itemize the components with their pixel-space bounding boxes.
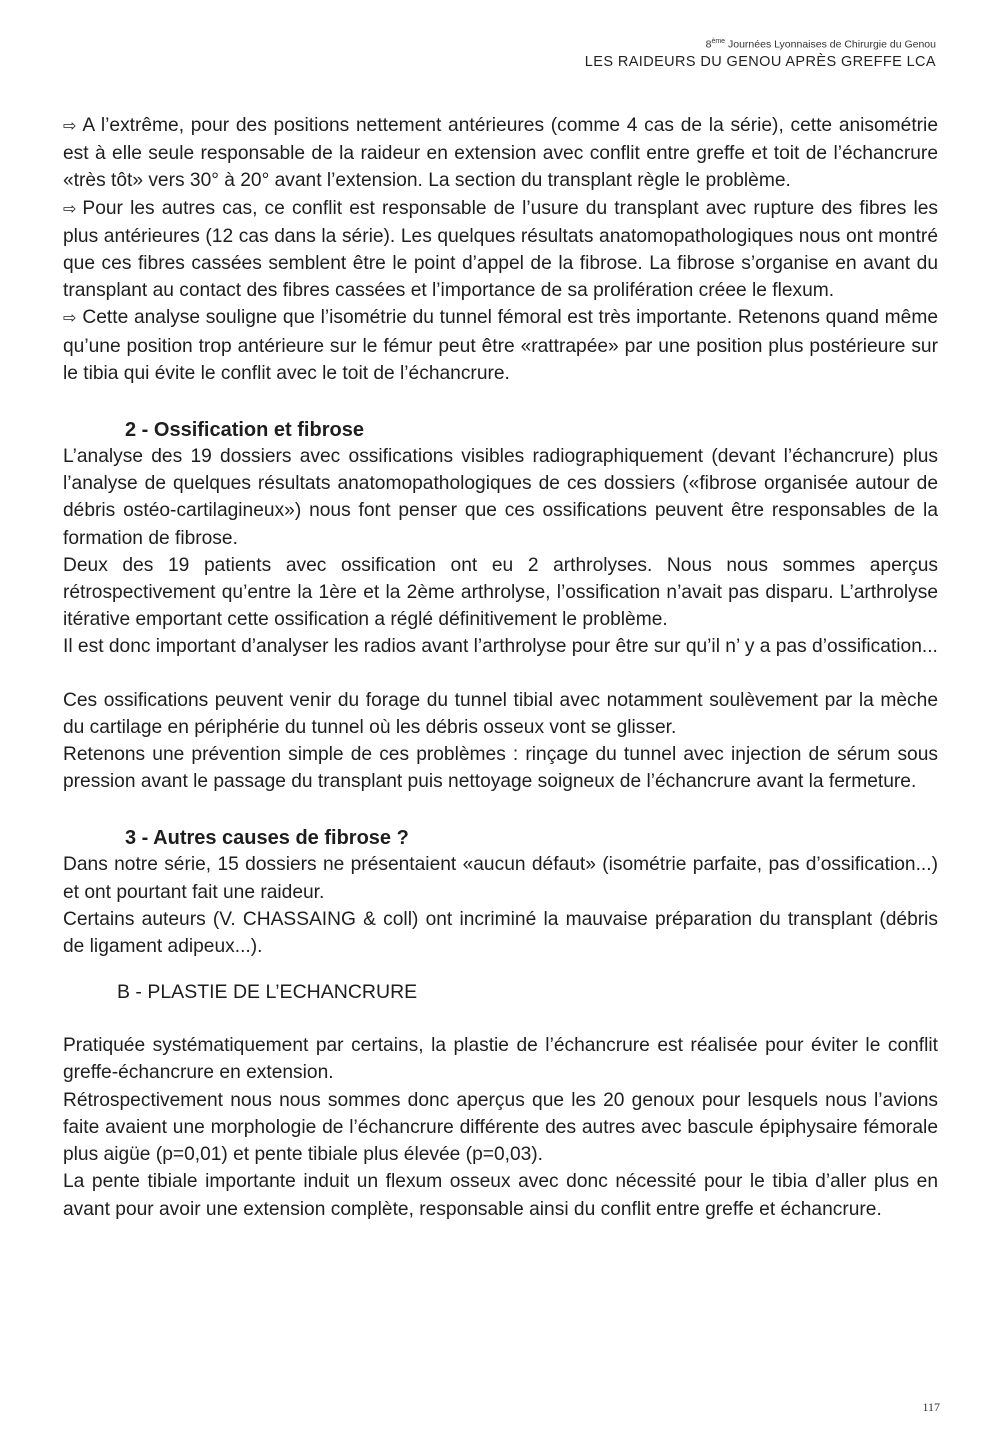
paragraph: Il est donc important d’analyser les radios avant l’arthrolyse pour être sur qu’il n’ y a pas d’ossification... — [63, 636, 938, 658]
paragraph: Ces ossifications peuvent venir du forage du tunnel tibial avec notamment soulèvement par la mèche du cartilage en périphérie du tunnel où les débris osseux vont se glisser. — [63, 689, 938, 738]
conference-name: Journées Lyonnaises de Chirurgie du Genou — [725, 38, 936, 51]
body-text — [63, 112, 938, 1223]
section-heading: B - PLASTIE DE L’ECHANCRURE — [117, 981, 418, 1004]
paragraph: Dans notre série, 15 dossiers ne présentaient «aucun défaut» (isométrie parfaite, pas d’ossification...) et ont pourtant fait une raideur. — [63, 854, 938, 903]
arrow-right-icon: ⇨ — [63, 200, 77, 218]
chapter-title: LES RAIDEURS DU GENOU APRÈS GREFFE LCA — [584, 53, 936, 70]
paragraph: Pratiquée systématiquement par certains, la plastie de l’échancrure est réalisée pour éviter le conflit greffe-échancrure en extension. — [63, 1035, 938, 1084]
edition-number: 8 — [705, 38, 712, 51]
paragraph: Rétrospectivement nous nous sommes donc aperçus que les 20 genoux pour lesquels nous l’avions faite avaient une morphologie de l’échancrure différente des autres avec bascule épiphysaire fémorale plus aigüe (p=0,01) et pente tibiale plus élevée (p=0,03). — [63, 1089, 938, 1166]
section-heading: 3 - Autres causes de fibrose ? — [125, 827, 409, 850]
paragraph: ⇨ Cette analyse souligne que l’isométrie du tunnel fémoral est très importante. Retenons quand même qu’une position trop antérieure sur le fémur peut être «rattrapée» par une position plus postérieure sur le tibia qui évite le conflit avec le toit de l’échancrure. — [63, 307, 938, 384]
paragraph: La pente tibiale importante induit un flexum osseux avec donc nécessité pour le tibia d’aller plus en avant pour avoir une extension complète, responsable ainsi du conflit entre greffe et échancrure. — [63, 1171, 938, 1220]
paragraph: ⇨ Pour les autres cas, ce conflit est responsable de l’usure du transplant avec rupture des fibres les plus antérieures (12 cas dans la série). Les quelques résultats anatomopathologiques nous ont montré que ces fibres cassées semblent être le point d’appel de la fibrose. La fibrose s’organise en avant du transplant au contact des fibres cassées et l’importance de sa prolifération créee le flexum. — [63, 197, 938, 302]
arrow-right-icon: ⇨ — [63, 310, 77, 328]
paragraph: Deux des 19 patients avec ossification ont eu 2 arthrolyses. Nous nous sommes aperçus rétrospectivement qu’entre la 1ère et la 2ème arthrolyse, l’ossification n’avait pas disparu. L’arthrolyse itérative emportant cette ossification a réglé définitivement le problème. — [63, 554, 938, 631]
page-number: 117 — [922, 1400, 940, 1414]
running-header — [585, 34, 936, 71]
paragraph: Certains auteurs (V. CHASSAING & coll) ont incriminé la mauvaise préparation du transplant (débris de ligament adipeux...). — [63, 908, 938, 958]
paragraph: ⇨ A l’extrême, pour des positions nettement antérieures (comme 4 cas de la série), cette anisométrie est à elle seule responsable de la raideur en extension avec conflit entre greffe et toit de l’échancrure «très tôt» vers 30° à 20° avant l’extension. La section du transplant règle le problème. — [63, 115, 938, 192]
section-heading: 2 - Ossification et fibrose — [125, 419, 364, 442]
arrow-right-icon: ⇨ — [63, 118, 77, 135]
paragraph: Retenons une prévention simple de ces problèmes : rinçage du tunnel avec injection de sérum sous pression avant le passage du transplant puis nettoyage soigneux de l’échancrure avant la fermeture. — [63, 744, 938, 793]
edition-suffix: ème — [711, 38, 726, 45]
paragraph: L’analyse des 19 dossiers avec ossifications visibles radiographiquement (devant l’échancrure) plus l’analyse de quelques résultats anatomopathologiques de ces dossiers («fibrose organisée autour de débris ostéo-cartilagineux») nous font penser que ces ossifications peuvent être responsables de la formation de fibrose. — [63, 446, 938, 549]
conference-title — [585, 34, 936, 53]
